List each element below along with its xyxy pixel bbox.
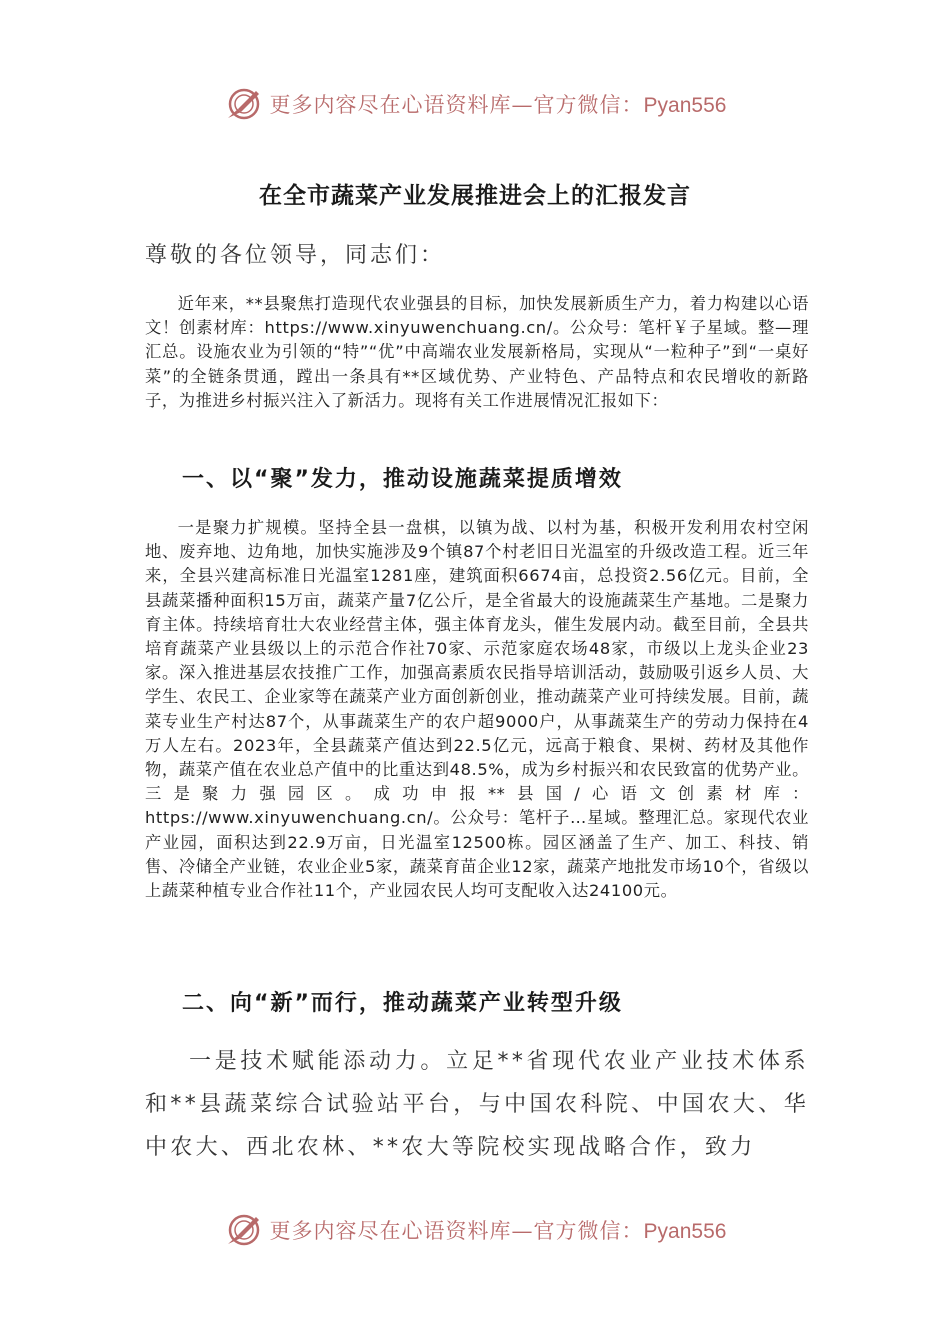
watermark-text: 更多内容尽在心语资料库—官方微信：Pyan556 (269, 1219, 727, 1243)
watermark-text: 更多内容尽在心语资料库—官方微信：Pyan556 (269, 93, 727, 117)
section-2-paragraph: 一是技术赋能添动力。立足**省现代农业产业技术体系和**县蔬菜综合试验站平台，与中国农科院、中国农大、华中农大、西北农林、**农大等院校实现战略合作，致力 (145, 1049, 809, 1160)
watermark-banner-bottom (0, 1206, 950, 1254)
watermark-banner-top (0, 80, 950, 128)
salutation: 尊敬的各位领导，同志们： (145, 243, 446, 268)
pen-in-circle-icon (224, 1210, 264, 1250)
pen-in-circle-icon (224, 84, 264, 124)
section-1-heading: 一、以“聚”发力，推动设施蔬菜提质增效 (182, 467, 623, 492)
section-2-heading: 二、向“新”而行，推动蔬菜产业转型升级 (182, 991, 623, 1016)
document-title: 在全市蔬菜产业发展推进会上的汇报发言 (259, 183, 691, 209)
intro-paragraph: 近年来，**县聚焦打造现代农业强县的目标，加快发展新质生产力，着力构建以心语文！创素材库：https://www.xinyuwenchuang.cn/。公众号：笔杆￥子星域。整—理汇总。设施农业为引领的“特”“优”中高端农业发展新格局，实现从“一粒种子”到“一桌好菜”的全链条贯通，蹚出一条具有**区域优势、产业特色、产品特点和农民增收的新路子，为推进乡村振兴注入了新活力。现将有关工作进展情况汇报如下： (145, 294, 809, 410)
section-1-paragraph: 一是聚力扩规模。坚持全县一盘棋，以镇为战、以村为基，积极开发利用农村空闲地、废弃地、边角地，加快实施涉及9个镇87个村老旧日光温室的升级改造工程。近三年来，全县兴建高标准日光温室1281座，建筑面积6674亩，总投资2.56亿元。目前，全县蔬菜播种面积15万亩，蔬菜产量7亿公斤，是全省最大的设施蔬菜生产基地。二是聚力育主体。持续培育壮大农业经营主体，强主体育龙头，催生发展内动。截至目前，全县共培育蔬菜产业县级以上的示范合作社70家、示范家庭农场48家，市级以上龙头企业23家。深入推进基层农技推广工作，加强高素质农民指导培训活动，鼓励吸引返乡人员、大学生、农民工、企业家等在蔬菜产业方面创新创业，推动蔬菜产业可持续发展。目前，蔬菜专业生产村达87个，从事蔬菜生产的农户超9000户，从事蔬菜生产的劳动力保持在4万人左右。2023年，全县蔬菜产值达到22.5亿元，远高于粮食、果树、药材及其他作物，蔬菜产值在农业总产值中的比重达到48.5%，成为乡村振兴和农民致富的优势产业。三是聚力强园区。成功申报**县国/心语文创素材库：https://www.xinyuwenchuang.cn/。公众号：笔杆子…星域。整理汇总。家现代农业产业园，面积达到22.9万亩，日光温室12500栋。园区涵盖了生产、加工、科技、销售、冷储全产业链，农业企业5家，蔬菜育苗企业12家，蔬菜产地批发市场10个，省级以上蔬菜种植专业合作社11个，产业园农民人均可支配收入达24100元。 (145, 518, 809, 901)
